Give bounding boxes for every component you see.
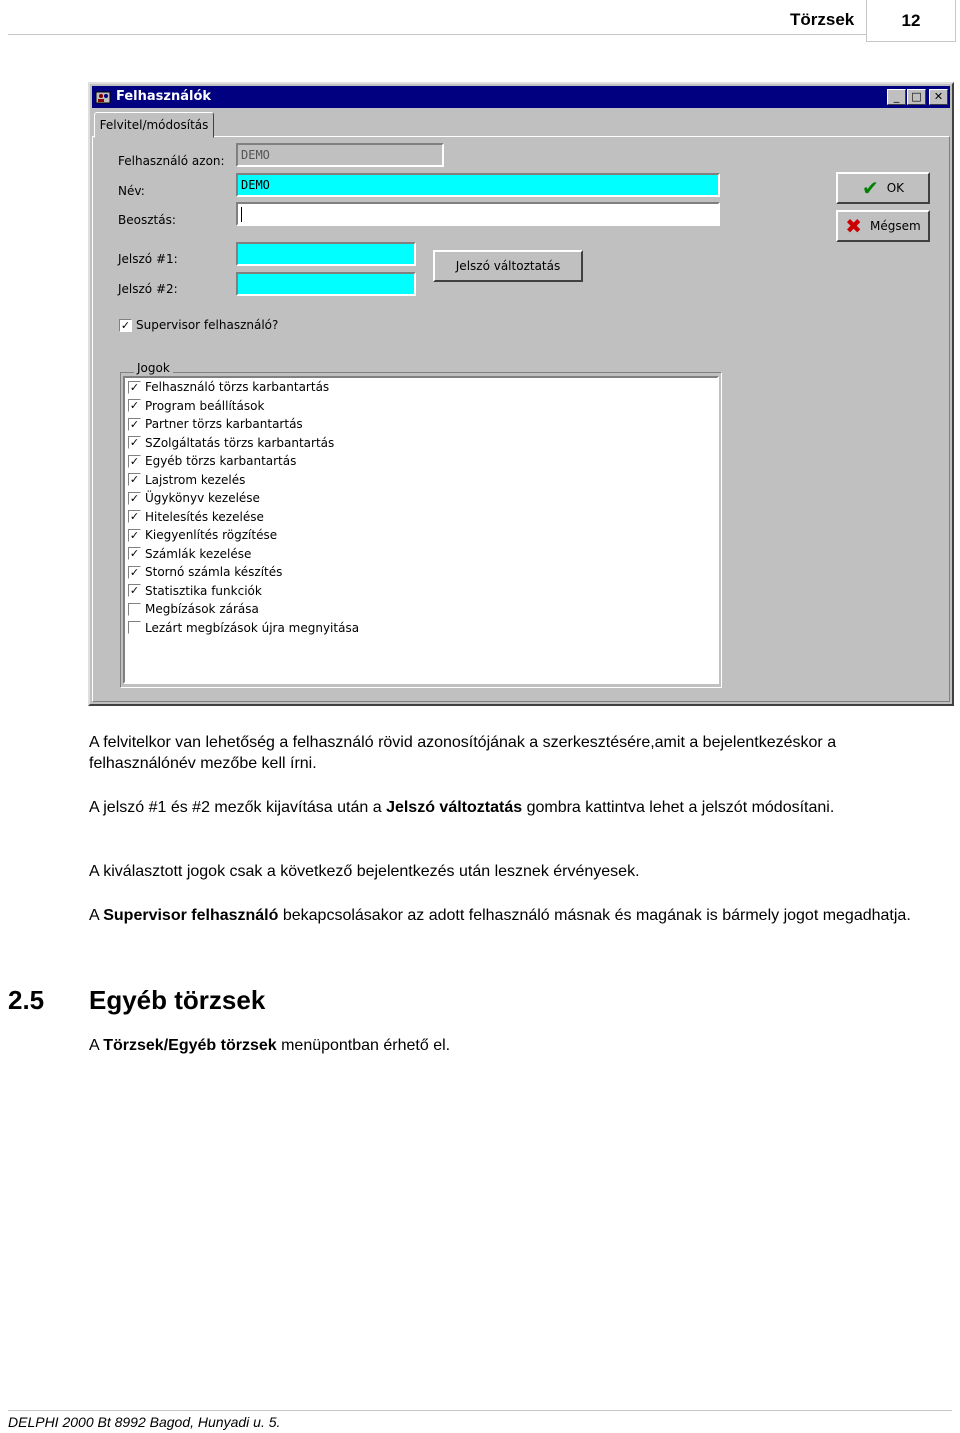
rights-list-item[interactable] [125,489,717,508]
users-window [88,82,954,706]
rights-checkbox[interactable]: ✓ [129,491,140,505]
rights-item-label: Lajstrom kezelés [145,472,246,487]
cancel-label: Mégsem [870,219,921,233]
maximize-button[interactable]: □ [907,89,926,105]
rights-item-label: Kiegyenlítés rögzítése [145,528,278,543]
supervisor-checkbox[interactable] [119,318,278,332]
rights-list-item[interactable] [125,600,717,619]
rights-checkbox[interactable]: ✓ [129,399,140,413]
rights-checkbox[interactable]: ✓ [129,454,140,468]
header-title: Törzsek [790,10,855,29]
rights-checkbox[interactable]: ✓ [129,565,140,579]
paragraph-2-text-c: gombra kattintva lehet a jelszót módosítani. [522,799,835,816]
text-caret [241,207,242,222]
rights-list-item[interactable] [125,526,717,545]
rights-checkbox[interactable]: ✓ [129,436,140,450]
ok-label: OK [886,181,905,195]
paragraph-5-text-a: A [89,1037,104,1054]
paragraph-4-bold: Supervisor felhasználó [103,907,279,924]
name-field[interactable]: DEMO [236,173,720,197]
password2-label: Jelszó #2: [118,282,178,296]
rights-list-item[interactable] [125,619,717,638]
window-title: Felhasználók [116,89,212,104]
paragraph-4-text-a: A [89,907,104,924]
paragraph-1: A felvitelkor van lehetőség a felhasználó rövid azonosítójának a szerkesztésére,amit a bejelentkezéskor a felhasználónév mezőbe kell írni. [89,734,837,772]
paragraph-5 [89,1035,929,1056]
cancel-button[interactable] [836,210,930,242]
rights-item-label: Statisztika funkciók [145,583,262,598]
role-field[interactable] [236,202,720,226]
supervisor-check-box[interactable]: ✓ [120,318,131,332]
rights-checkbox[interactable] [128,621,141,634]
rights-checkbox[interactable]: ✓ [129,417,140,431]
rights-item-label: Program beállítások [145,398,265,413]
paragraph-2-text-a: A jelszó #1 és #2 mezők kijavítása után a [89,799,387,816]
window-titlebar [92,86,950,108]
cross-icon: ✖ [845,214,863,238]
rights-checkbox[interactable]: ✓ [129,380,140,394]
rights-checkbox[interactable]: ✓ [129,528,140,542]
rights-list[interactable] [123,376,719,684]
section-number: 2.5 [8,985,45,1015]
rights-list-item[interactable] [125,378,717,397]
rights-checkbox[interactable]: ✓ [129,547,140,561]
rights-item-label: Számlák kezelése [145,546,252,561]
rights-list-item[interactable] [125,582,717,601]
role-label: Beosztás: [118,213,176,227]
rights-item-label: Hitelesítés kezelése [145,509,264,524]
paragraph-2 [89,797,929,818]
rights-item-label: Lezárt megbízások újra megnyitása [145,620,360,635]
rights-checkbox[interactable]: ✓ [129,473,140,487]
supervisor-label: Supervisor felhasználó? [136,318,279,332]
rights-list-item[interactable] [125,471,717,490]
rights-list-item[interactable] [125,415,717,434]
close-button[interactable]: ✕ [929,89,948,105]
rights-list-item[interactable] [125,397,717,416]
rights-item-label: Egyéb törzs karbantartás [145,454,297,469]
rights-item-label: Ügykönyv kezelése [145,491,260,506]
rights-item-label: Partner törzs karbantartás [145,417,303,432]
rights-group-label: Jogok [134,361,173,375]
rights-item-label: Stornó számla készítés [145,565,283,580]
paragraph-5-text-c: menüpontban érhető el. [276,1037,451,1054]
user-id-label: Felhasználó azon: [118,154,225,168]
paragraph-2-bold: Jelszó változtatás [386,799,523,816]
minimize-button[interactable]: _ [887,89,906,105]
password1-label: Jelszó #1: [118,252,178,266]
rights-checkbox[interactable]: ✓ [129,510,140,524]
rights-checkbox[interactable] [128,603,141,616]
password2-field[interactable] [236,272,416,296]
rights-item-label: Megbízások zárása [145,602,259,617]
user-id-field[interactable]: DEMO [236,143,444,167]
rights-item-label: Felhasználó törzs karbantartás [145,380,330,395]
page-number: 12 [866,0,956,42]
checkmark-icon: ✔ [861,176,879,200]
name-label: Név: [118,184,145,198]
rights-list-item[interactable] [125,508,717,527]
rights-list-item[interactable] [125,563,717,582]
footer-text: DELPHI 2000 Bt 8992 Bagod, Hunyadi u. 5. [8,1414,281,1430]
rights-list-items [125,378,717,637]
rights-list-item[interactable] [125,452,717,471]
app-icon [95,89,111,105]
rights-list-item[interactable] [125,434,717,453]
section-title: Egyéb törzsek [89,985,266,1015]
tab-edit[interactable]: Felvitel/módosítás [94,112,214,138]
rights-list-item[interactable] [125,545,717,564]
password1-field[interactable] [236,242,416,266]
rights-checkbox[interactable]: ✓ [129,584,140,598]
paragraph-4 [89,905,929,926]
paragraph-3: A kiválasztott jogok csak a következő bejelentkezés után lesznek érvényesek. [89,863,640,880]
rights-item-label: SZolgáltatás törzs karbantartás [145,435,335,450]
footer-rule [8,1410,952,1411]
ok-button[interactable] [836,172,930,204]
change-password-button[interactable]: Jelszó változtatás [433,250,583,282]
paragraph-5-bold: Törzsek/Egyéb törzsek [103,1037,277,1054]
header-rule [8,34,952,35]
paragraph-4-text-c: bekapcsolásakor az adott felhasználó másnak és magának is bármely jogot megadhatja. [278,907,911,924]
